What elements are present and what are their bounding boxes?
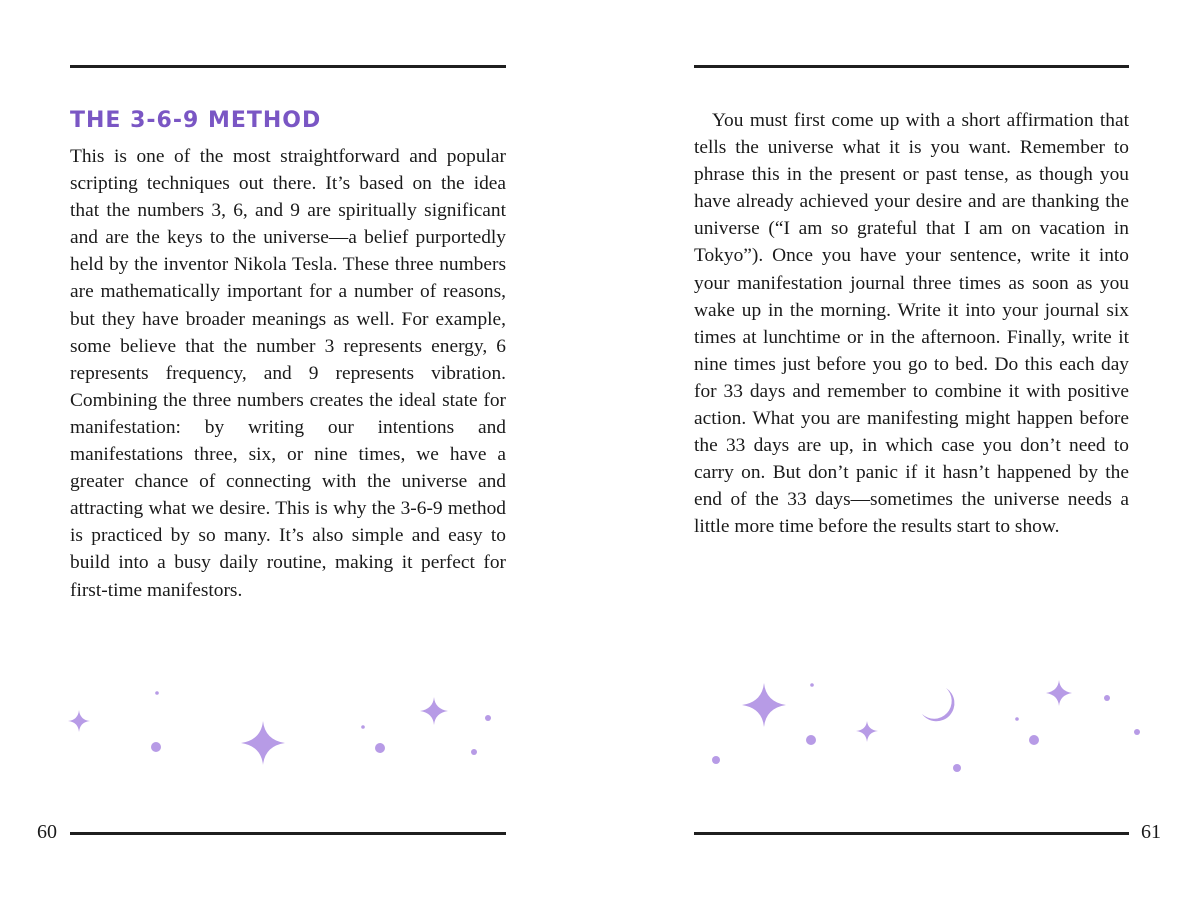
dot-icon [806,735,816,745]
dot-icon [375,743,385,753]
dot-icon [151,742,161,752]
starry-decoration [600,0,1200,900]
dot-icon [1104,695,1110,701]
dot-icon [155,691,159,695]
right-page [600,0,1200,900]
dot-icon [471,749,477,755]
sparkle-star-icon [1046,680,1072,706]
page-number: 61 [1141,821,1161,843]
bottom-rule [70,832,506,835]
body-paragraph: This is one of the most straightforward and popular scripting techniques out there. It’s based on the idea that the numbers 3, 6, and 9 are spiritually significant and are the keys to the universe—a belief purportedly held by the inventor Nikola Tesla. These three numbers are mathematically important for a number of reasons, but they have broader meanings as well. For example, some believe that the number 3 represents energy, 6 represents frequency, and 9 represents vibration. Combining the three numbers creates the ideal state for manifestation: by writing our intentions and manifestations three, six, or nine times, we have a greater chance of connecting with the universe and attracting what we desire. This is why the 3-6-9 method is practiced by so many. It’s also simple and easy to build into a busy daily routine, making it perfect for first-time manifestors. [70,146,506,601]
sparkle-star-icon [68,710,90,732]
dot-icon [712,756,720,764]
page-number: 60 [37,821,57,843]
crescent-moon-icon [922,688,954,721]
bottom-rule [694,832,1129,835]
dot-icon [1029,735,1039,745]
dot-icon [1015,717,1019,721]
section-heading: THE 3-6-9 METHOD [70,108,322,133]
dot-icon [361,725,365,729]
dot-icon [485,715,491,721]
sparkle-star-icon [241,721,285,765]
dot-icon [810,683,814,687]
dot-icon [1134,729,1140,735]
sparkle-star-icon [420,697,448,725]
sparkle-star-icon [856,721,878,742]
sparkle-star-icon [742,683,786,727]
dot-icon [953,764,961,772]
body-paragraph: You must first come up with a short affirmation that tells the universe what it is you want. Remember to phrase this in the present or past tense, as though you have already achieved your desire and are thanking the universe (“I am so grateful that I am on vacation in Tokyo”). Once you have your sentence, write it into your manifestation journal three times as soon as you wake up in the morning. Write it into your journal six times at lunchtime or in the afternoon. Finally, write it nine times just before you go to bed. Do this each day for 33 days and remember to combine it with positive action. What you are manifesting might happen before the 33 days are up, in which case you don’t need to carry on. But don’t panic if it hasn’t happened by the end of the 33 days—sometimes the universe needs a little more time before the results start to show. [694,110,1129,538]
